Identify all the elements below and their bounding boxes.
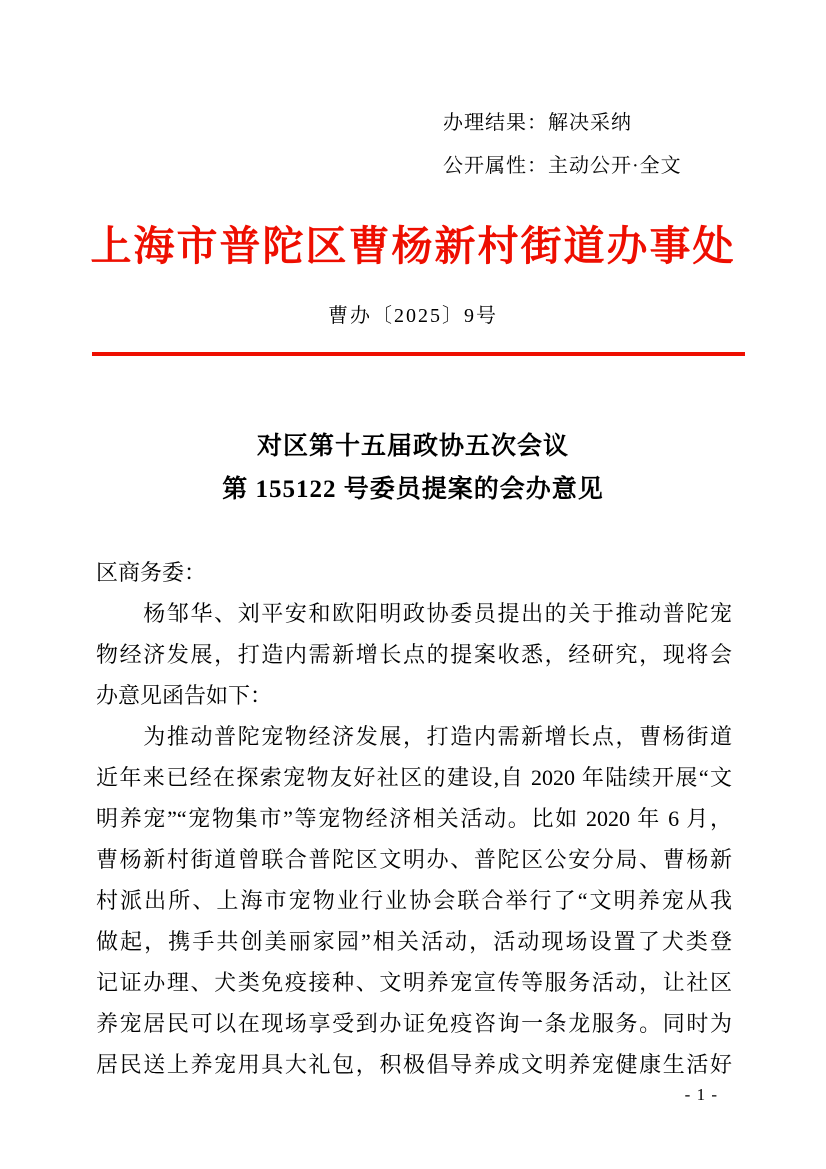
doc-title-line1: 对区第十五届政协五次会议 (256, 433, 569, 460)
doc-title (0, 425, 826, 511)
meta-result-value: 解决采纳 (548, 112, 632, 134)
page-number: - 1 - (684, 1085, 718, 1104)
meta-line-publicity (443, 145, 682, 188)
body-line: 明养宠”“宠物集市”等宠物经济相关活动。比如 2020 年 6 月， (96, 806, 732, 831)
doc-title-line2: 第 155122 号委员提案的会办意见 (222, 476, 604, 503)
meta-block (443, 102, 682, 188)
body-line: 近年来已经在探索宠物友好社区的建设,自 2020 年陆续开展“文 (96, 765, 732, 790)
body-line: 记证办理、犬类免疫接种、文明养宠宣传等服务活动，让社区 (96, 970, 732, 995)
agency-name: 上海市普陀区曹杨新村街道办事处 (90, 223, 736, 269)
red-rule (92, 352, 745, 356)
body-line: 办意见函告如下： (96, 683, 273, 708)
doc-number: 曹办〔2025〕9号 (328, 305, 498, 327)
body-line: 为推动普陀宠物经济发展，打造内需新增长点，曹杨街道 (96, 724, 732, 749)
body-line: 曹杨新村街道曾联合普陀区文明办、普陀区公安分局、曹杨新 (96, 847, 732, 872)
salutation: 区商务委： (96, 560, 207, 585)
body-line: 物经济发展，打造内需新增长点的提案收悉，经研究，现将会 (96, 642, 732, 667)
body-line: 做起，携手共创美丽家园”相关活动，活动现场设置了犬类登 (96, 929, 732, 954)
body-block (96, 552, 732, 1085)
body-line: 居民送上养宠用具大礼包，积极倡导养成文明养宠健康生活好 (96, 1052, 732, 1077)
body-line: 村派出所、上海市宠物业行业协会联合举行了“文明养宠从我 (96, 888, 732, 913)
body-line: 养宠居民可以在现场享受到办证免疫咨询一条龙服务。同时为 (96, 1011, 732, 1036)
meta-publicity-label: 公开属性： (443, 155, 548, 177)
body-line: 杨邹华、刘平安和欧阳明政协委员提出的关于推动普陀宠 (96, 601, 732, 626)
body-lines (96, 593, 732, 1085)
meta-result-label: 办理结果： (443, 112, 548, 134)
meta-line-result (443, 102, 682, 145)
meta-publicity-value: 主动公开·全文 (548, 155, 682, 177)
